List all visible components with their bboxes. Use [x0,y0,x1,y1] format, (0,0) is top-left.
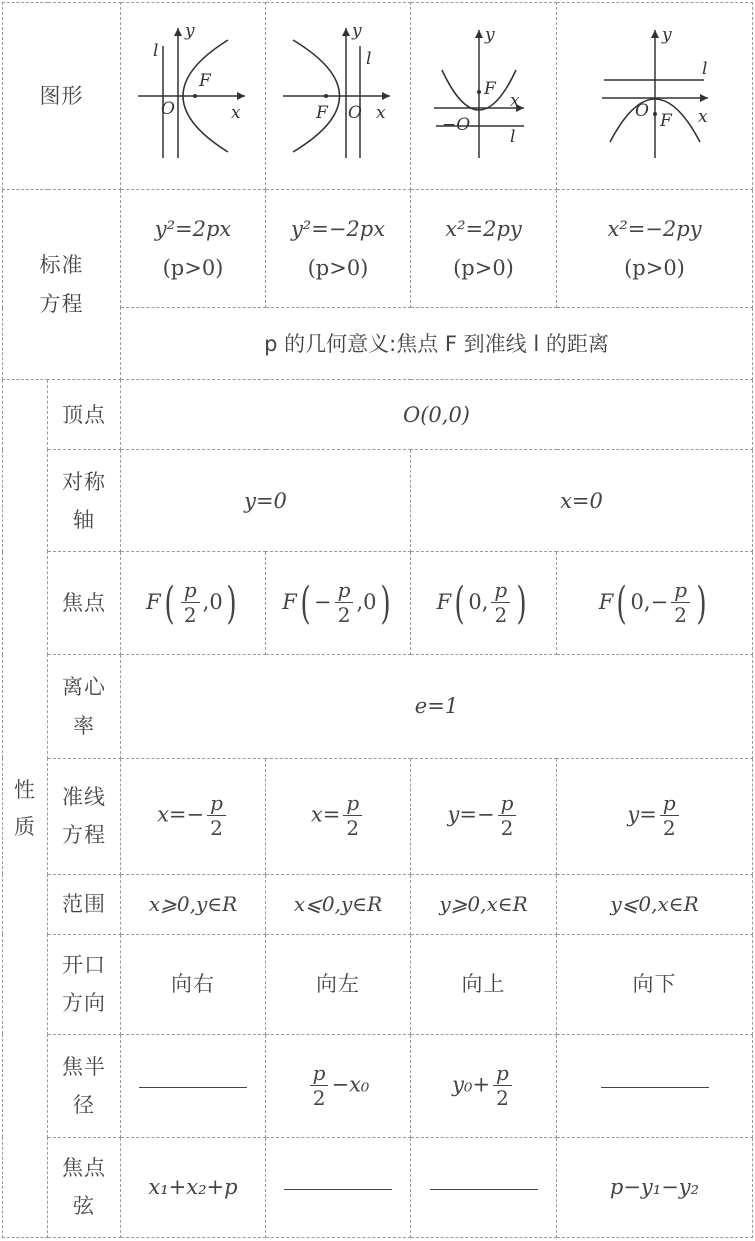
opening-left: 向左 [266,934,411,1034]
svg-text:−O: −O [441,114,470,135]
directrix-left: x= $\frac{p}{2}$ [266,758,411,874]
svg-text:y: y [185,20,195,41]
opening-down: 向下 [557,934,753,1034]
directrix-down: y= $\frac{p}{2}$ [557,758,753,874]
range-label: 范围 [48,874,121,934]
focus-up: F( 0, $\frac{p}{2}$ ) [411,552,557,655]
vertex-label: 顶点 [48,380,121,450]
range-right: x⩾0,y∈R [121,874,266,934]
eccentricity-label: 离心 率 [48,655,121,758]
property-group-label: 性 质 [3,380,48,1238]
graph-cell-down [557,3,753,190]
axis-label: 对称 轴 [48,450,121,552]
range-down: y⩽0,x∈R [557,874,753,934]
svg-text:F: F [199,70,211,91]
svg-text:y: y [484,24,495,45]
focus-right: F( $\frac{p}{2}$ ,0) [121,552,266,655]
focal-chord-up-blank [411,1137,557,1237]
svg-text:y: y [661,24,672,45]
svg-text:x: x [376,102,386,123]
equation-right: y²=2px (p>0) [121,190,266,308]
svg-text:O: O [161,98,175,119]
focal-chord-right: x₁+x₂+p [121,1137,266,1237]
eccentricity-value: e=1 [121,655,753,758]
focal-radius-left: $\frac{p}{2}$ −x₀ [266,1034,411,1137]
p-geometric-meaning: p 的几何意义:焦点 F 到准线 l 的距离 [121,308,753,380]
svg-text:y: y [352,20,362,41]
vertex-value: O(0,0) [121,380,753,450]
focal-radius-right-blank [121,1034,266,1137]
svg-text:l: l [509,126,515,147]
parabola-right-opening-graph [133,18,253,168]
parabola-properties-table [2,2,753,1238]
focal-chord-label: 焦点 弦 [48,1137,121,1237]
opening-label: 开口 方向 [48,934,121,1034]
directrix-right: x=− $\frac{p}{2}$ [121,758,266,874]
svg-text:l: l [153,40,159,61]
svg-text:F: F [483,78,496,99]
equation-label: 标准 方程 [3,190,121,380]
range-left: x⩽0,y∈R [266,874,411,934]
opening-up: 向上 [411,934,557,1034]
parabola-left-opening-graph [278,18,398,168]
parabola-up-opening-graph [424,18,544,168]
range-up: y⩾0,x∈R [411,874,557,934]
equation-down: x²=−2py (p>0) [557,190,753,308]
focal-radius-up: y₀+ $\frac{p}{2}$ [411,1034,557,1137]
svg-text:l: l [366,48,372,69]
svg-text:F: F [659,110,672,131]
svg-text:x: x [509,90,520,111]
parabola-down-opening-graph [590,18,720,168]
graph-cell-up [411,3,557,190]
svg-text:x: x [231,102,241,123]
svg-text:O: O [634,100,649,121]
svg-text:O: O [348,102,362,123]
equation-left: y²=−2px (p>0) [266,190,411,308]
axis-value-vertical: x=0 [411,450,753,552]
directrix-up: y=− $\frac{p}{2}$ [411,758,557,874]
graph-cell-left [266,3,411,190]
focus-label: 焦点 [48,552,121,655]
svg-text:F: F [316,102,328,123]
focal-radius-down-blank [557,1034,753,1137]
equation-up: x²=2py (p>0) [411,190,557,308]
axis-value-horizontal: y=0 [121,450,411,552]
directrix-label: 准线 方程 [48,758,121,874]
svg-text:l: l [701,58,707,79]
graph-label: 图形 [3,3,121,190]
focal-chord-left-blank [266,1137,411,1237]
focal-radius-label: 焦半 径 [48,1034,121,1137]
focal-chord-down: p−y₁−y₂ [557,1137,753,1237]
focus-left: F( − $\frac{p}{2}$ ,0) [266,552,411,655]
svg-text:x: x [697,106,708,127]
focus-down: F( 0,− $\frac{p}{2}$ ) [557,552,753,655]
graph-cell-right [121,3,266,190]
opening-right: 向右 [121,934,266,1034]
